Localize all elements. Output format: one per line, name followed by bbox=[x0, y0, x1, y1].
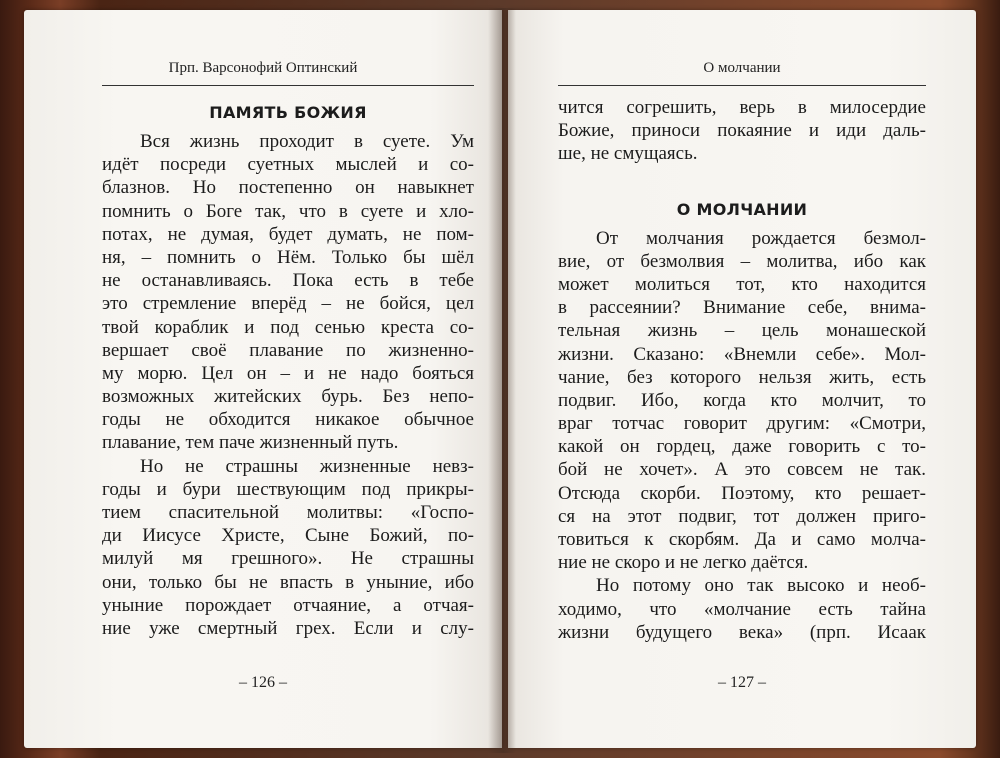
text-line: Вся жизнь проходит в суете. Ум bbox=[140, 131, 474, 152]
text-line: Но не страшны жизненные невз- bbox=[140, 455, 474, 477]
text-line: жизни будущего века» (прп. Исаак bbox=[558, 621, 926, 643]
right-running-head: О молчании bbox=[703, 60, 781, 76]
text-line: тием спасительной молитвы: «Госпо- bbox=[102, 502, 474, 523]
text-line: тельная жизнь – цель монашеской bbox=[558, 320, 926, 342]
right-page bbox=[508, 10, 976, 748]
left-section-heading: ПАМЯТЬ БОЖИЯ bbox=[209, 103, 367, 122]
left-page bbox=[24, 10, 502, 748]
text-line: му морю. Цел он – и не надо бояться bbox=[102, 362, 474, 384]
text-line: годы и бури шествующим под прикры- bbox=[102, 478, 474, 500]
text-line: ня, – помнить о Нём. Только бы шёл bbox=[102, 246, 474, 268]
text-line: не останавливаясь. Пока есть в тебе bbox=[102, 270, 474, 292]
right-text-block bbox=[558, 96, 926, 644]
text-line: ние не скоро и не легко даётся. bbox=[558, 552, 809, 574]
text-line: милуй мя грешного». Не страшны bbox=[102, 548, 474, 570]
right-continued-paragraph bbox=[558, 96, 926, 166]
left-header-rule bbox=[102, 85, 474, 86]
text-line: потах, не думая, будет думать, не пом- bbox=[102, 223, 474, 245]
text-line: товиться к скорбям. Да и само молча- bbox=[558, 529, 926, 550]
right-section-heading: О МОЛЧАНИИ bbox=[676, 199, 808, 219]
text-line: в рассеянии? Внимание себе, внима- bbox=[558, 297, 926, 319]
left-paragraphs bbox=[102, 130, 474, 640]
text-line: помнить о Боге так, что в суете и хло- bbox=[102, 200, 474, 222]
book-spine-shadow bbox=[488, 8, 516, 753]
right-paragraphs bbox=[558, 227, 926, 644]
text-line: может молиться тот, кто находится bbox=[558, 273, 926, 295]
text-line: ние уже смертный грех. Если и слу- bbox=[102, 617, 474, 639]
left-text-block bbox=[102, 96, 474, 640]
left-page-number: – 126 – bbox=[239, 674, 287, 691]
text-line: уныние порождает отчаяние, а отчая- bbox=[102, 594, 474, 616]
text-line: ше, не смущаясь. bbox=[558, 143, 698, 165]
text-line: Божие, приноси покаяние и иди даль- bbox=[558, 120, 926, 142]
text-line: ходимо, что «молчание есть тайна bbox=[558, 598, 926, 620]
text-line: возможных житейских бурь. Без непо- bbox=[102, 386, 474, 408]
text-line: годы не обходится никакое обычное bbox=[102, 409, 474, 431]
text-line: чится согрешить, верь в милосердие bbox=[558, 97, 926, 118]
right-header-rule bbox=[558, 85, 926, 86]
text-line: подвиг. Ибо, когда кто молчит, то bbox=[558, 389, 926, 411]
text-line: вершает своё плавание по жизненно- bbox=[102, 339, 474, 361]
text-line: враг тотчас говорит другим: «Смотри, bbox=[558, 413, 926, 435]
text-line: вие, от безмолвия – молитва, ибо как bbox=[558, 250, 926, 272]
right-page-number: – 127 – bbox=[718, 674, 766, 691]
text-line: твой кораблик и под сенью креста со- bbox=[102, 316, 474, 338]
left-running-head: Прп. Варсонофий Оптинский bbox=[168, 60, 358, 76]
text-line: плавание, тем паче жизненный путь. bbox=[102, 432, 399, 454]
text-line: ся на этот подвиг, тот должен приго- bbox=[558, 505, 926, 527]
text-line: какой он гордец, даже говорить с то- bbox=[558, 436, 926, 458]
text-line: бой не хочет». А это совсем не так. bbox=[558, 459, 926, 481]
text-line: блазнов. Но постепенно он навыкнет bbox=[102, 177, 474, 199]
text-line: это стремление вперёд – не бойся, цел bbox=[102, 293, 474, 315]
text-line: От молчания рождается безмол- bbox=[596, 227, 926, 249]
text-line: чание, без которого нельзя жить, есть bbox=[558, 366, 926, 388]
text-line: жизни. Сказано: «Внемли себе». Мол- bbox=[558, 343, 926, 365]
text-line: ди Иисусе Христе, Сыне Божий, по- bbox=[102, 525, 474, 547]
text-line: они, только бы не впасть в уныние, ибо bbox=[102, 571, 474, 593]
text-line: идёт посреди суетных мыслей и со- bbox=[102, 154, 474, 176]
text-line: Но потому оно так высоко и необ- bbox=[596, 575, 926, 597]
text-line: Отсюда скорби. Поэтому, кто решает- bbox=[558, 482, 926, 504]
